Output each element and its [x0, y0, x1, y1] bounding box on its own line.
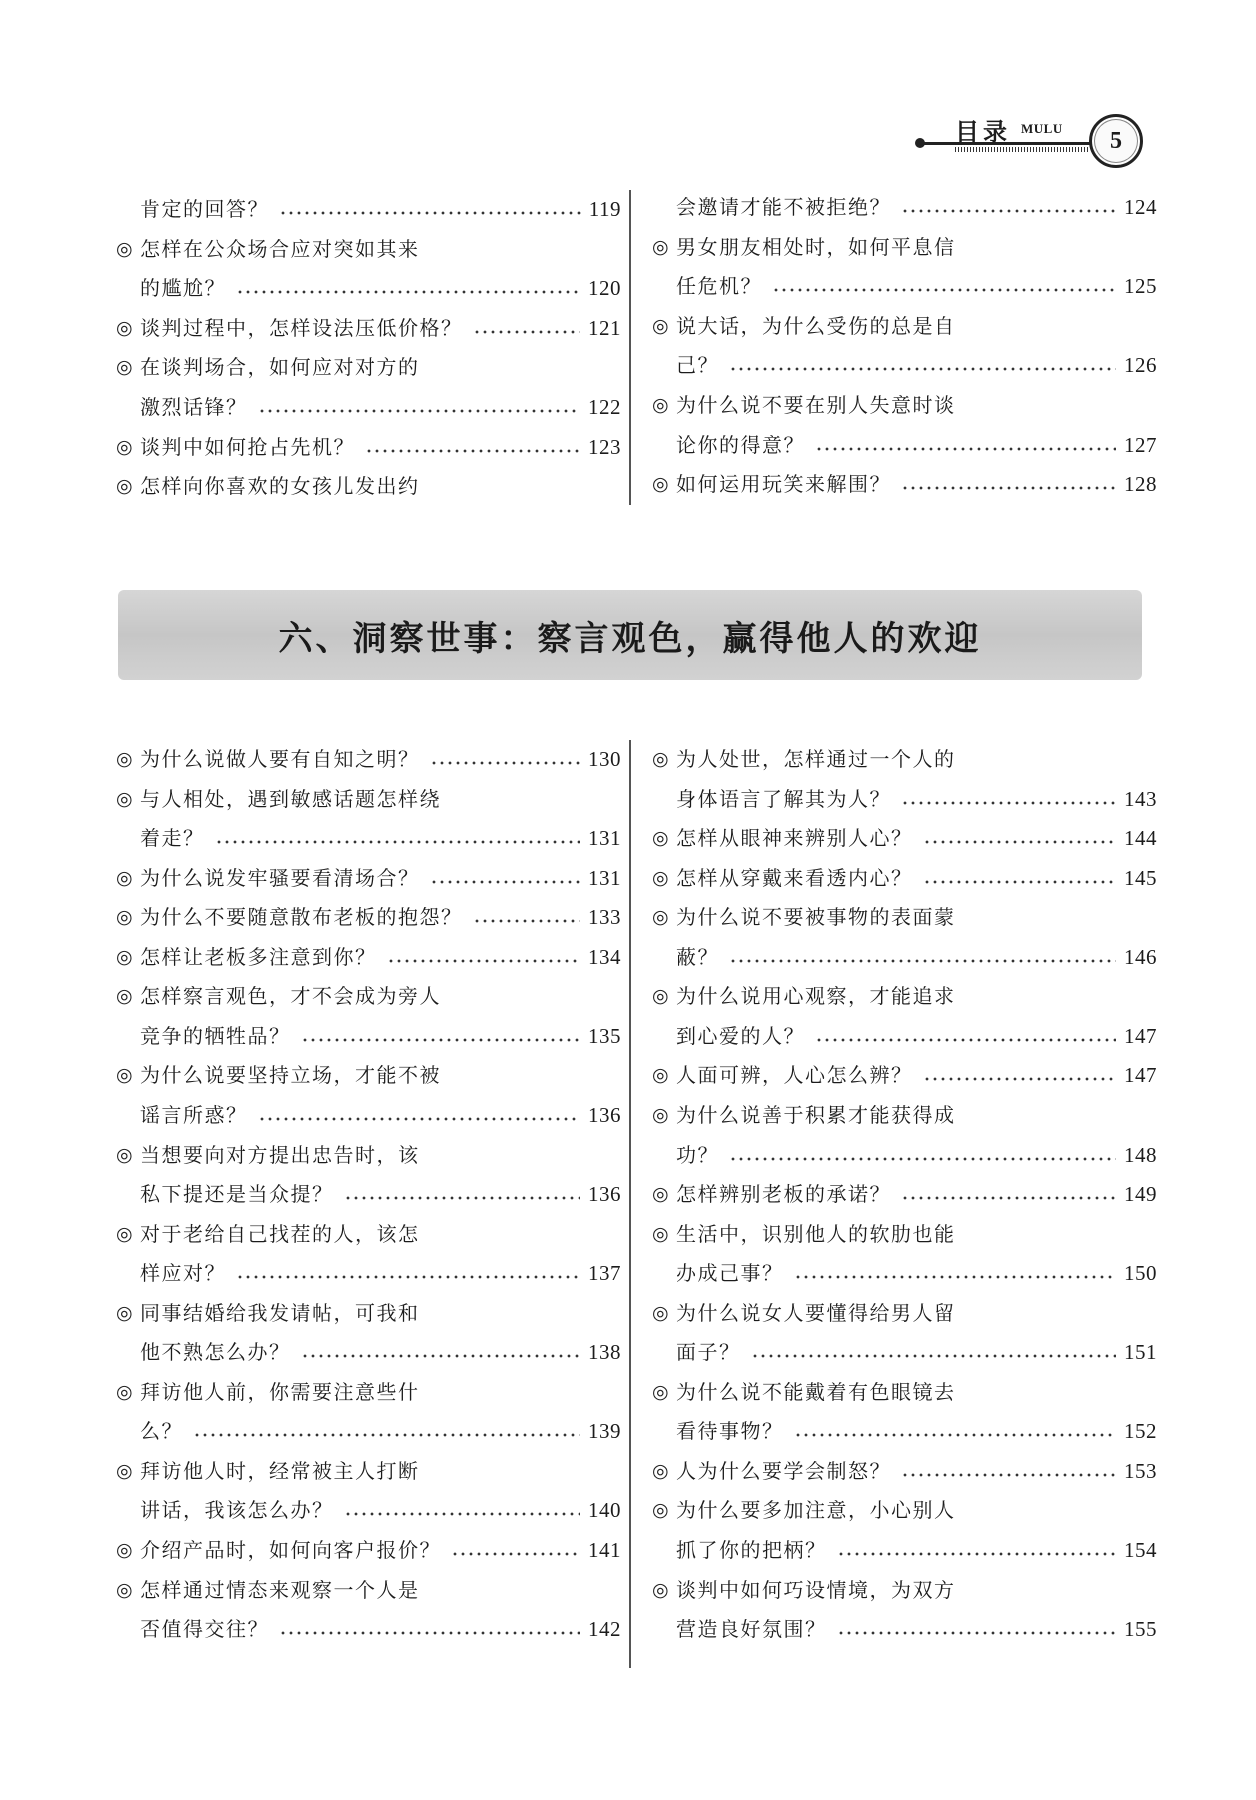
toc-page-number: 133 — [588, 905, 621, 930]
bullet-icon: ◎ — [116, 787, 133, 810]
toc-entry-line — [116, 1019, 621, 1049]
toc-entry-line — [116, 311, 621, 341]
toc-entry-text: 谈判过程中，怎样设法压低价格？ — [140, 315, 463, 340]
toc-entry-line — [652, 821, 1157, 851]
toc-page-number: 148 — [1124, 1142, 1157, 1167]
toc-entry-line — [116, 1335, 621, 1365]
bullet-icon: ◎ — [116, 1539, 133, 1561]
toc-entry-text: 为什么说不要在别人失意时谈 — [676, 393, 956, 417]
toc-entry-line — [652, 467, 1157, 497]
toc-entry-line — [652, 388, 1157, 418]
toc-page-number: 126 — [1124, 353, 1157, 378]
bullet-icon: ◎ — [652, 827, 669, 850]
toc-entry-text: 为人处世，怎样通过一个人的 — [676, 747, 956, 771]
bullet-icon: ◎ — [116, 1578, 133, 1601]
toc-page-number: 130 — [588, 747, 621, 771]
toc-entry-text: 为什么要多加注意，小心别人 — [676, 1498, 956, 1523]
toc-entry-line — [116, 1573, 621, 1603]
toc-page-number: 154 — [1124, 1538, 1157, 1562]
toc-entry-text: 为什么不要随意散布老板的抱怨？ — [140, 905, 463, 930]
bullet-icon: ◎ — [116, 748, 133, 770]
dot-leader — [923, 1077, 1117, 1081]
dot-leader — [258, 1117, 581, 1121]
toc-page-number: 131 — [588, 865, 621, 890]
toc-entry-line — [116, 1296, 621, 1326]
dot-leader — [729, 959, 1116, 963]
toc-entry-text: 拜访他人前，你需要注意些什 — [140, 1379, 420, 1404]
dot-leader — [344, 1512, 581, 1516]
toc-entry-text: 怎样辨别老板的承诺？ — [676, 1182, 891, 1207]
dot-leader — [901, 486, 1116, 490]
toc-page-number: 153 — [1124, 1458, 1157, 1483]
dot-leader — [729, 367, 1116, 371]
toc-entry-text: 为什么说不能戴着有色眼镜去 — [676, 1379, 956, 1404]
toc-entry-line — [116, 430, 621, 460]
toc-entry-line — [652, 269, 1157, 299]
toc-entry-line — [652, 1058, 1157, 1088]
dot-leader — [837, 1552, 1117, 1556]
header-title: 目录 — [955, 118, 1011, 146]
page-number: 5 — [1089, 114, 1143, 168]
toc-entry-line — [652, 1335, 1157, 1365]
toc-page-number: 139 — [588, 1419, 621, 1444]
toc-entry-line — [652, 940, 1157, 970]
bullet-icon: ◎ — [652, 985, 669, 1008]
toc-entry-line — [116, 1493, 621, 1523]
bullet-icon: ◎ — [116, 1380, 133, 1403]
toc-entry-line — [652, 428, 1157, 458]
header-subtitle: MULU — [1021, 121, 1063, 136]
toc-entry-text: 看待事物？ — [676, 1419, 784, 1444]
bullet-icon: ◎ — [116, 1222, 133, 1245]
dot-leader — [923, 840, 1117, 844]
toc-page-number: 147 — [1124, 1023, 1157, 1048]
toc-entry-text: 么？ — [140, 1419, 183, 1444]
bullet-icon: ◎ — [116, 945, 133, 968]
bullet-icon: ◎ — [116, 1143, 133, 1166]
dot-leader — [301, 1038, 581, 1042]
toc-entry-line — [652, 1098, 1157, 1128]
toc-entry-line — [652, 1573, 1157, 1603]
toc-entry-text: 办成己事？ — [676, 1261, 784, 1286]
toc-page-number: 144 — [1124, 826, 1157, 851]
toc-page-number: 143 — [1124, 786, 1157, 811]
bullet-icon: ◎ — [652, 1380, 669, 1403]
toc-entry-text: 样应对？ — [140, 1261, 226, 1286]
toc-entry-line — [116, 1177, 621, 1207]
dot-leader — [258, 409, 581, 413]
dot-leader — [837, 1631, 1117, 1635]
toc-entry-line — [116, 1454, 621, 1484]
dot-leader — [236, 1275, 580, 1279]
bullet-icon: ◎ — [652, 1578, 669, 1601]
bullet-icon: ◎ — [652, 394, 669, 416]
toc-entry-text: 当想要向对方提出忠告时，该 — [140, 1142, 420, 1167]
toc-entry-line — [116, 469, 621, 499]
dot-leader — [772, 288, 1116, 292]
toc-entry-line — [652, 1375, 1157, 1405]
dot-leader — [473, 919, 581, 923]
header-hatch-ornament — [955, 147, 1090, 152]
toc-entry-line — [652, 1454, 1157, 1484]
toc-entry-text: 身体语言了解其为人？ — [676, 786, 891, 811]
toc-entry-line — [652, 1177, 1157, 1207]
toc-page-number: 146 — [1124, 944, 1157, 969]
dot-leader — [729, 1157, 1116, 1161]
toc-entry-line — [116, 782, 621, 812]
dot-leader — [365, 449, 580, 453]
bullet-icon: ◎ — [652, 866, 669, 889]
toc-page-number: 128 — [1124, 472, 1157, 497]
toc-entry-line — [116, 1375, 621, 1405]
bullet-icon: ◎ — [652, 235, 669, 258]
toc-entry-text: 任危机？ — [676, 274, 762, 299]
bullet-icon: ◎ — [652, 1499, 669, 1522]
toc-page-number: 149 — [1124, 1182, 1157, 1207]
bullet-icon: ◎ — [116, 475, 133, 498]
toc-page-number: 125 — [1124, 274, 1157, 299]
dot-leader — [279, 1631, 580, 1635]
toc-entry-line — [652, 348, 1157, 378]
toc-entry-text: 谈判中如何抢占先机？ — [140, 434, 355, 459]
toc-page-number: 151 — [1124, 1340, 1157, 1365]
toc-entry-text: 怎样在公众场合应对突如其来 — [140, 236, 420, 261]
bullet-icon: ◎ — [652, 1183, 669, 1206]
dot-leader — [430, 761, 581, 765]
toc-entry-text: 谈判中如何巧设情境，为双方 — [676, 1577, 956, 1602]
dot-leader — [794, 1433, 1117, 1437]
bullet-icon: ◎ — [652, 1301, 669, 1324]
toc-page-number: 119 — [588, 197, 621, 221]
toc-page-number: 145 — [1124, 865, 1157, 890]
toc-entry-text: 说大话，为什么受伤的总是自 — [676, 313, 956, 338]
toc-entry-text: 肯定的回答？ — [140, 197, 269, 221]
toc-entry-text: 为什么说用心观察，才能追求 — [676, 984, 956, 1009]
toc-entry-line — [652, 1612, 1157, 1642]
toc-page-number: 123 — [588, 434, 621, 459]
toc-page-number: 121 — [588, 315, 621, 340]
toc-entry-text: 为什么说善于积累才能获得成 — [676, 1102, 956, 1127]
toc-entry-text: 的尴尬？ — [140, 276, 226, 301]
toc-entry-text: 拜访他人时，经常被主人打断 — [140, 1458, 420, 1483]
dot-leader — [901, 801, 1116, 805]
toc-entry-line — [116, 1533, 621, 1563]
dot-leader — [794, 1275, 1117, 1279]
toc-page-number: 150 — [1124, 1261, 1157, 1286]
toc-entry-text: 为什么说女人要懂得给男人留 — [676, 1300, 956, 1325]
toc-entry-line — [116, 1098, 621, 1128]
toc-entry-text: 着走？ — [140, 826, 205, 851]
toc-entry-text: 己？ — [676, 353, 719, 378]
dot-leader — [901, 209, 1116, 213]
toc-entry-line — [116, 979, 621, 1009]
toc-entry-line — [116, 232, 621, 262]
toc-entry-text: 为什么说发牢骚要看清场合？ — [140, 865, 420, 890]
dot-leader — [301, 1354, 581, 1358]
toc-entry-line — [116, 940, 621, 970]
dot-leader — [815, 1038, 1116, 1042]
toc-entry-line — [116, 900, 621, 930]
toc-entry-text: 男女朋友相处时，如何平息信 — [676, 234, 956, 259]
bullet-icon: ◎ — [652, 1103, 669, 1126]
toc-entry-text: 人为什么要学会制怒？ — [676, 1458, 891, 1483]
dot-leader — [901, 1473, 1116, 1477]
toc-entry-line — [652, 782, 1157, 812]
toc-entry-line — [652, 1019, 1157, 1049]
toc-entry-line — [116, 1612, 621, 1642]
toc-page-number: 142 — [588, 1617, 621, 1642]
dot-leader — [344, 1196, 581, 1200]
toc-entry-text: 谣言所惑？ — [140, 1102, 248, 1127]
toc-page-number: 135 — [588, 1023, 621, 1048]
toc-entry-text: 生活中，识别他人的软肋也能 — [676, 1221, 956, 1246]
toc-entry-line — [116, 271, 621, 301]
bullet-icon: ◎ — [116, 866, 133, 889]
toc-entry-line — [652, 1217, 1157, 1247]
header-rule — [921, 142, 1091, 145]
toc-page-number: 131 — [588, 826, 621, 851]
bullet-icon: ◎ — [116, 356, 133, 379]
toc-page-number: 137 — [588, 1261, 621, 1286]
toc-entry-text: 介绍产品时，如何向客户报价？ — [140, 1538, 441, 1562]
toc-entry-text: 营造良好氛围？ — [676, 1617, 827, 1642]
toc-entry-text: 人面可辨，人心怎么辨？ — [676, 1063, 913, 1088]
toc-entry-line — [116, 350, 621, 380]
toc-entry-text: 同事结婚给我发请帖，可我和 — [140, 1300, 420, 1325]
toc-page-number: 134 — [588, 944, 621, 969]
toc-entry-text: 到心爱的人？ — [676, 1023, 805, 1048]
toc-entry-text: 他不熟怎么办？ — [140, 1340, 291, 1365]
running-header — [915, 112, 1165, 172]
toc-entry-line — [652, 900, 1157, 930]
bullet-icon: ◎ — [116, 237, 133, 260]
toc-entry-line — [652, 1296, 1157, 1326]
bullet-icon: ◎ — [652, 1064, 669, 1087]
bullet-icon: ◎ — [652, 906, 669, 929]
toc-entry-line — [116, 390, 621, 420]
toc-entry-line — [116, 1217, 621, 1247]
toc-entry-text: 怎样从穿戴来看透内心？ — [676, 865, 913, 890]
toc-entry-line — [652, 230, 1157, 260]
section-title: 六、洞察世事：察言观色，赢得他人的欢迎 — [278, 618, 982, 659]
dot-leader — [236, 290, 580, 294]
toc-entry-text: 怎样从眼神来辨别人心？ — [676, 826, 913, 851]
toc-entry-line — [116, 1256, 621, 1286]
dot-leader — [279, 211, 581, 215]
toc-entry-text: 否值得交往？ — [140, 1617, 269, 1642]
dot-leader — [923, 880, 1117, 884]
toc-entry-text: 为什么说要坚持立场，才能不被 — [140, 1063, 441, 1088]
toc-page-number: 147 — [1124, 1063, 1157, 1088]
toc-page-number: 152 — [1124, 1419, 1157, 1444]
bullet-icon: ◎ — [652, 314, 669, 337]
toc-entry-line — [652, 1533, 1157, 1563]
toc-page-number: 138 — [588, 1340, 621, 1365]
toc-entry-text: 怎样向你喜欢的女孩儿发出约 — [140, 474, 420, 499]
toc-entry-text: 私下提还是当众提？ — [140, 1182, 334, 1207]
dot-leader — [473, 330, 581, 334]
bullet-icon: ◎ — [652, 1459, 669, 1482]
dot-leader — [193, 1433, 580, 1437]
bullet-icon: ◎ — [116, 1301, 133, 1324]
bullet-icon: ◎ — [116, 316, 133, 339]
bullet-icon: ◎ — [116, 1064, 133, 1087]
toc-entry-line — [116, 861, 621, 891]
toc-page-number: 127 — [1124, 432, 1157, 457]
toc-entry-text: 论你的得意？ — [676, 432, 805, 457]
toc-entry-line — [652, 190, 1157, 220]
dot-leader — [751, 1354, 1117, 1358]
toc-entry-text: 抓了你的把柄？ — [676, 1538, 827, 1562]
toc-entry-text: 如何运用玩笑来解围？ — [676, 472, 891, 497]
bullet-icon: ◎ — [116, 435, 133, 458]
toc-entry-line — [652, 309, 1157, 339]
toc-entry-text: 怎样让老板多注意到你？ — [140, 944, 377, 969]
toc-entry-line — [652, 1256, 1157, 1286]
toc-entry-line — [652, 1138, 1157, 1168]
toc-entry-line — [652, 1493, 1157, 1523]
toc-entry-line — [652, 1414, 1157, 1444]
dot-leader — [901, 1196, 1116, 1200]
toc-page-number: 120 — [588, 276, 621, 301]
toc-entry-text: 讲话，我该怎么办？ — [140, 1498, 334, 1523]
bullet-icon: ◎ — [652, 1222, 669, 1245]
dot-leader — [815, 447, 1116, 451]
toc-page-number: 122 — [588, 395, 621, 419]
bullet-icon: ◎ — [116, 1459, 133, 1482]
toc-entry-line — [116, 1138, 621, 1168]
bullet-icon: ◎ — [652, 473, 669, 496]
section-banner — [118, 590, 1142, 680]
toc-entry-text: 激烈话锋？ — [140, 395, 248, 419]
toc-entry-text: 在谈判场合，如何应对对方的 — [140, 355, 420, 380]
dot-leader — [451, 1552, 580, 1556]
toc-page-number: 136 — [588, 1102, 621, 1127]
toc-entry-line — [652, 979, 1157, 1009]
toc-page-number: 124 — [1124, 195, 1157, 219]
toc-entry-text: 面子？ — [676, 1340, 741, 1365]
dot-leader — [215, 840, 581, 844]
toc-entry-text: 会邀请才能不被拒绝？ — [676, 195, 891, 219]
toc-entry-line — [116, 1414, 621, 1444]
toc-entry-line — [116, 821, 621, 851]
toc-page-number: 155 — [1124, 1617, 1157, 1642]
dot-leader — [387, 959, 581, 963]
bullet-icon: ◎ — [116, 906, 133, 929]
toc-entry-text: 与人相处，遇到敏感话题怎样绕 — [140, 786, 441, 811]
toc-entry-text: 怎样察言观色，才不会成为旁人 — [140, 984, 441, 1009]
toc-entry-line — [116, 192, 621, 222]
toc-page-number: 141 — [588, 1538, 621, 1562]
toc-entry-text: 怎样通过情态来观察一个人是 — [140, 1577, 420, 1602]
column-divider-top — [629, 190, 631, 505]
toc-entry-text: 功？ — [676, 1142, 719, 1167]
dot-leader — [430, 880, 581, 884]
column-divider-bottom — [629, 740, 631, 1668]
bullet-icon: ◎ — [652, 748, 669, 770]
toc-entry-text: 为什么说不要被事物的表面蒙 — [676, 905, 956, 930]
toc-page-number: 136 — [588, 1182, 621, 1207]
toc-entry-text: 对于老给自己找茬的人，该怎 — [140, 1221, 420, 1246]
toc-page-number: 140 — [588, 1498, 621, 1523]
toc-entry-line — [652, 742, 1157, 772]
toc-entry-line — [116, 1058, 621, 1088]
toc-entry-text: 蔽？ — [676, 944, 719, 969]
toc-entry-text: 竞争的牺牲品？ — [140, 1023, 291, 1048]
toc-entry-line — [116, 742, 621, 772]
toc-entry-line — [652, 861, 1157, 891]
bullet-icon: ◎ — [116, 985, 133, 1008]
toc-entry-text: 为什么说做人要有自知之明？ — [140, 747, 420, 771]
